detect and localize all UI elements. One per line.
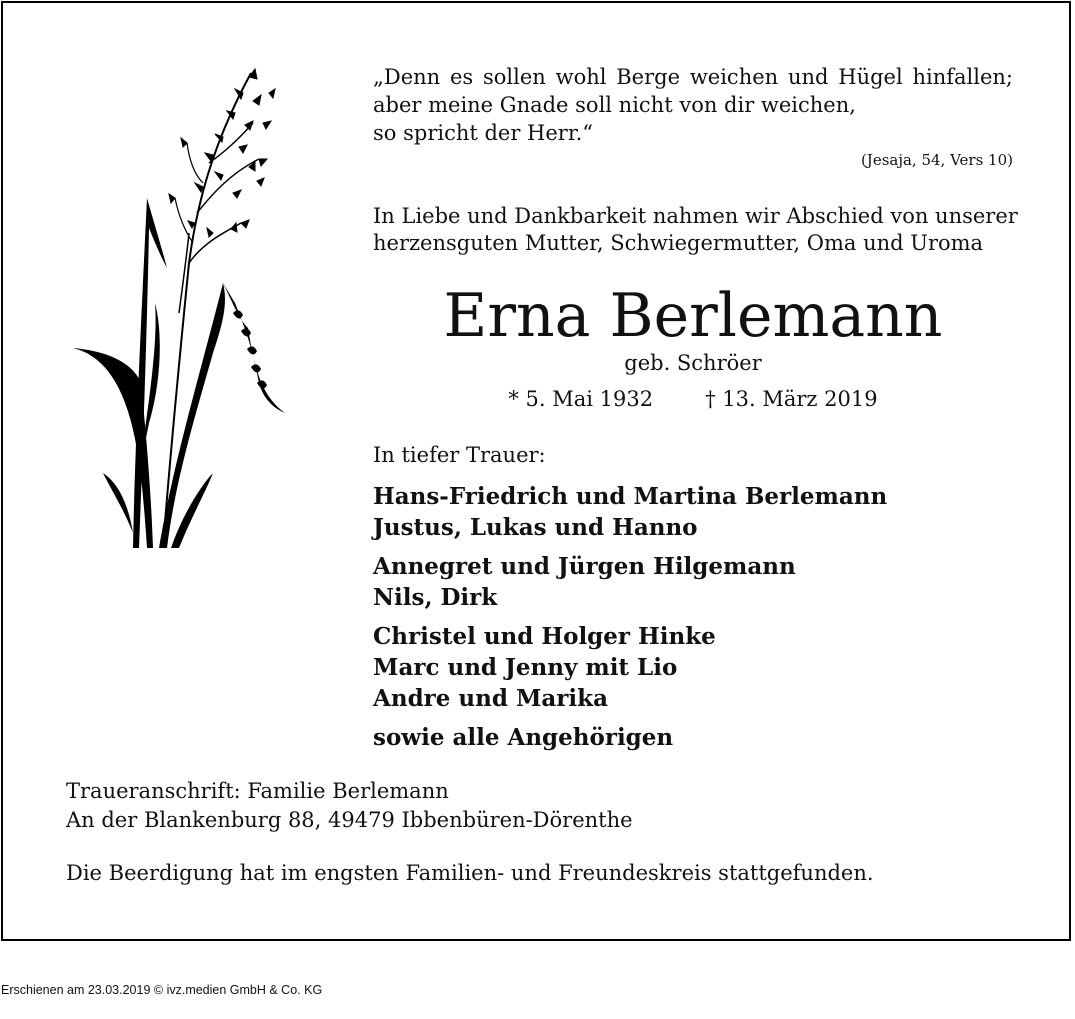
obituary-notice xyxy=(1,1,1071,941)
quote-line: „Denn es sollen wohl Berge weichen und Hügel hinfallen; xyxy=(373,65,1013,89)
address-line: Traueranschrift: Familie Berlemann xyxy=(66,779,449,803)
family-line: Annegret und Jürgen Hilgemann xyxy=(373,553,796,580)
mourners-list xyxy=(373,481,887,761)
birth-name: geb. Schröer xyxy=(624,351,762,375)
mourning-address xyxy=(66,777,633,835)
quote-line: so spricht der Herr.“ xyxy=(373,121,593,145)
family-group xyxy=(373,722,887,753)
family-line: Marc und Jenny mit Lio xyxy=(373,654,678,681)
family-line: Justus, Lukas und Hanno xyxy=(373,514,698,541)
family-group xyxy=(373,551,887,613)
birth-date: * 5. Mai 1932 xyxy=(508,387,654,411)
family-group xyxy=(373,481,887,543)
mourning-label: In tiefer Trauer: xyxy=(373,443,546,467)
publication-footer: Erschienen am 23.03.2019 © ivz.medien GmbH & Co. KG xyxy=(1,983,323,997)
death-date: † 13. März 2019 xyxy=(705,387,878,411)
quote-line: aber meine Gnade soll nicht von dir weichen, xyxy=(373,93,856,117)
life-dates xyxy=(373,387,1013,411)
deceased-name: Erna Berlemann xyxy=(443,281,943,351)
bible-quote xyxy=(373,63,1013,147)
family-line: Andre und Marika xyxy=(373,685,608,712)
intro-line: herzensguten Mutter, Schwiegermutter, Oma und Uroma xyxy=(373,231,984,255)
funeral-note: Die Beerdigung hat im engsten Familien- und Freundeskreis stattgefunden. xyxy=(66,861,874,885)
family-line: Christel und Holger Hinke xyxy=(373,623,716,650)
address-line: An der Blankenburg 88, 49479 Ibbenbüren-Dörenthe xyxy=(66,808,633,832)
family-line: Hans-Friedrich und Martina Berlemann xyxy=(373,483,888,510)
intro-text xyxy=(373,203,1033,257)
family-line: sowie alle Angehörigen xyxy=(373,724,674,751)
grass-plant-illustration xyxy=(63,63,303,553)
family-line: Nils, Dirk xyxy=(373,584,498,611)
intro-line: In Liebe und Dankbarkeit nahmen wir Abschied von unserer xyxy=(373,204,1018,228)
quote-source: (Jesaja, 54, Vers 10) xyxy=(860,151,1013,169)
family-group xyxy=(373,621,887,714)
